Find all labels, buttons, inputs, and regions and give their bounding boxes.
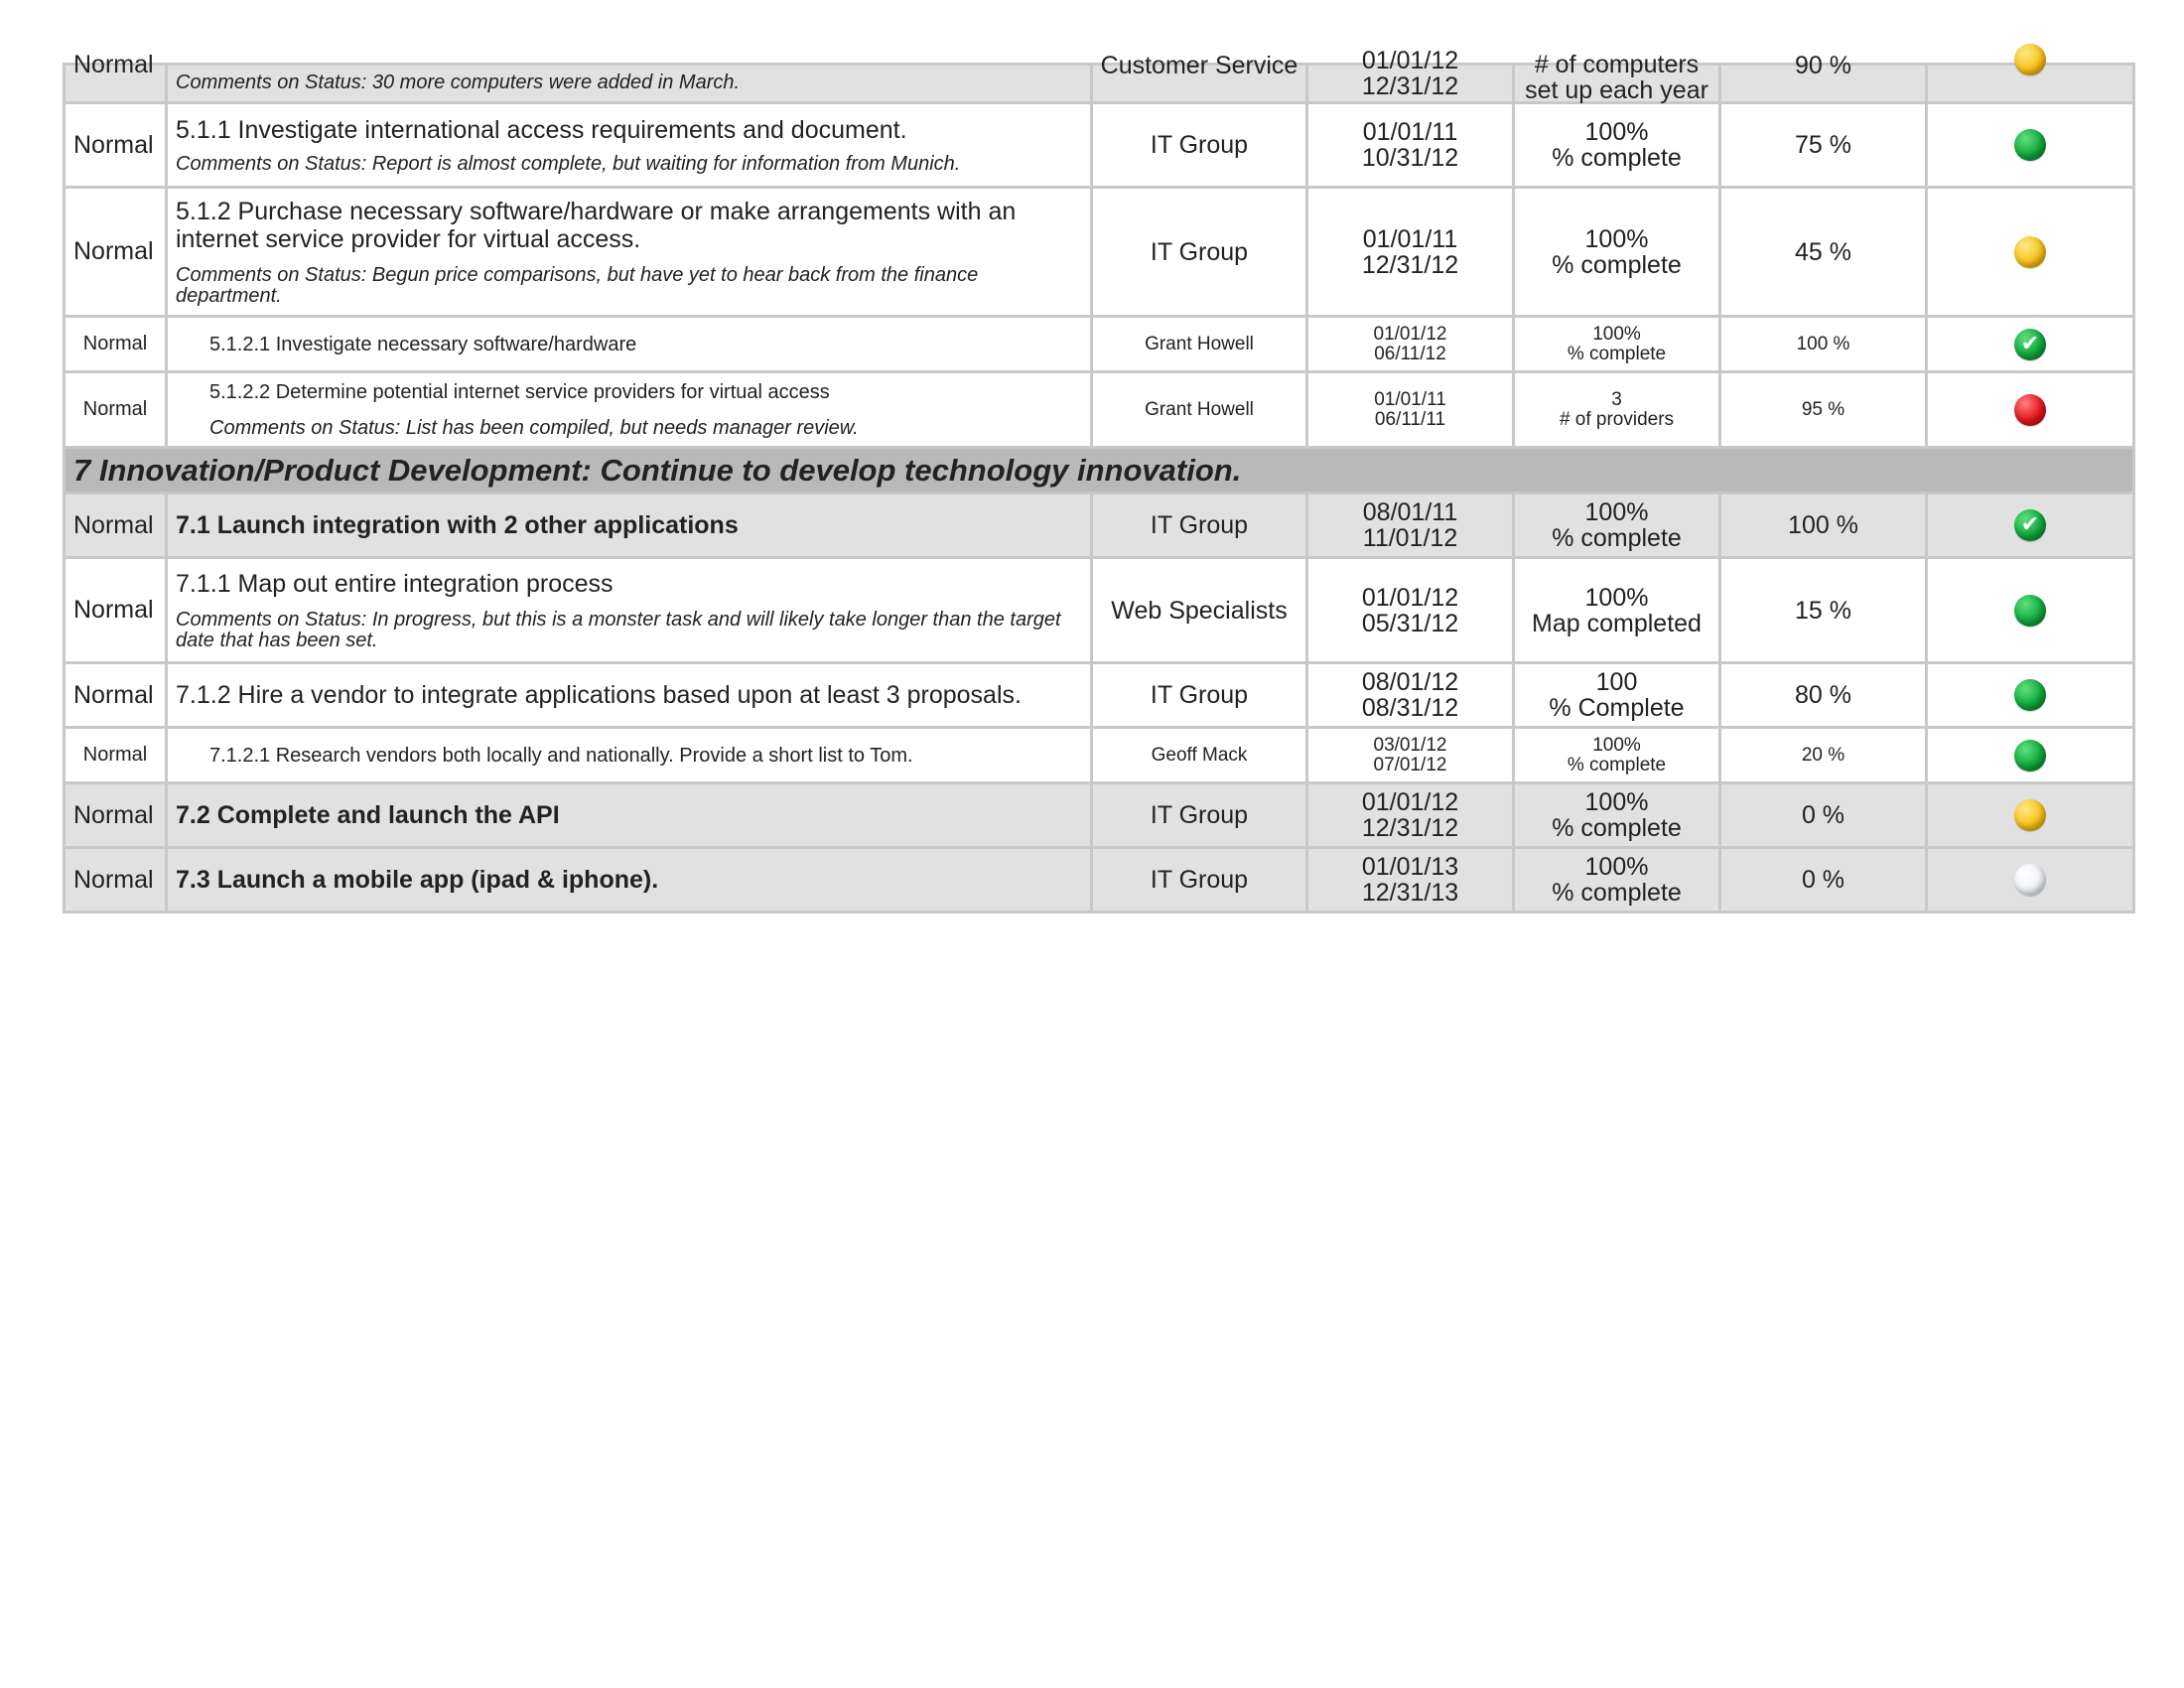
measure-cell <box>1514 103 1720 188</box>
task-cell <box>167 103 1092 188</box>
table-row <box>65 783 2134 848</box>
owner-cell: IT Group <box>1092 783 1307 848</box>
measure-unit: % complete <box>1552 524 1682 552</box>
status-cell <box>1927 188 2134 317</box>
status-complete-check-icon <box>2014 329 2046 360</box>
dates-cell <box>1307 783 1514 848</box>
status-cell <box>1927 728 2134 783</box>
measure-unit: Map completed <box>1532 609 1702 637</box>
measure-unit: % complete <box>1552 250 1682 279</box>
measure-value: 100% <box>1592 734 1641 756</box>
status-green-icon <box>2014 129 2046 161</box>
date-start: 01/01/11 <box>1362 118 1458 146</box>
owner-cell: Grant Howell <box>1092 317 1307 372</box>
progress-cell: 80 % <box>1720 663 1927 728</box>
status-report-table <box>63 47 2135 914</box>
priority-cell: Normal <box>65 848 167 913</box>
measure-value: 100% <box>1584 788 1649 816</box>
priority-cell: Normal <box>65 103 167 188</box>
measure-unit: % complete <box>1567 754 1667 775</box>
priority-cell: Normal <box>65 317 167 372</box>
dates-cell <box>1307 47 1514 103</box>
progress-cell: 100 % <box>1720 493 1927 558</box>
status-green-icon <box>2014 740 2046 772</box>
task-cell <box>167 372 1092 448</box>
measure-cell <box>1514 663 1720 728</box>
status-cell <box>1927 663 2134 728</box>
measure-cell <box>1514 558 1720 663</box>
measure-cell <box>1514 783 1720 848</box>
progress-cell: 45 % <box>1720 188 1927 317</box>
measure-value: 100% <box>1584 583 1649 612</box>
task-cell <box>167 663 1092 728</box>
dates-cell <box>1307 663 1514 728</box>
progress-cell: 75 % <box>1720 103 1927 188</box>
owner-cell: Grant Howell <box>1092 372 1307 448</box>
status-comment: Comments on Status: List has been compiled, but needs manager review. <box>209 417 859 439</box>
measure-value: 100% <box>1592 323 1641 345</box>
task-title: 7.2 Complete and launch the API <box>176 801 560 829</box>
status-green-icon <box>2014 679 2046 711</box>
date-end: 08/31/12 <box>1361 694 1459 722</box>
table-row <box>65 558 2134 663</box>
date-start: 01/01/12 <box>1361 583 1459 612</box>
table-row <box>65 103 2134 188</box>
table-row <box>65 188 2134 317</box>
owner-cell: IT Group <box>1092 493 1307 558</box>
priority-cell: Normal <box>65 372 167 448</box>
status-cell <box>1927 317 2134 372</box>
measure-value: 100% <box>1584 224 1649 253</box>
section-title: 7 Innovation/Product Development: Continue to develop technology innovation. <box>65 448 2134 493</box>
task-title: 5.1.2.2 Determine potential internet service providers for virtual access <box>209 381 830 403</box>
measure-cell <box>1514 51 1720 104</box>
date-start: 01/01/11 <box>1362 224 1458 253</box>
task-title: 7.1.1 Map out entire integration process <box>176 569 614 598</box>
dates-cell <box>1307 728 1514 783</box>
priority-cell <box>65 51 167 103</box>
date-start: 01/01/12 <box>1361 788 1459 816</box>
owner-cell: IT Group <box>1092 848 1307 913</box>
date-start: 01/01/12 <box>1361 47 1459 74</box>
dates-cell <box>1307 188 1514 317</box>
owner-cell: Geoff Mack <box>1092 728 1307 783</box>
progress-cell: 20 % <box>1720 728 1927 783</box>
measure-unit: % Complete <box>1549 694 1685 722</box>
date-end: 12/31/12 <box>1361 814 1459 842</box>
status-cell <box>1927 783 2134 848</box>
table-row <box>65 317 2134 372</box>
date-end: 06/11/12 <box>1374 343 1446 364</box>
dates-cell <box>1307 848 1514 913</box>
table-row <box>65 663 2134 728</box>
status-comment: Comments on Status: 30 more computers were added in March. <box>176 71 741 93</box>
date-end: 12/31/12 <box>1361 72 1459 100</box>
priority-cell: Normal <box>65 728 167 783</box>
table-row <box>65 493 2134 558</box>
status-comment: Comments on Status: Begun price comparisons, but have yet to hear back from the finance department. <box>176 263 979 307</box>
table-row <box>65 848 2134 913</box>
task-cell <box>167 317 1092 372</box>
date-start: 01/01/11 <box>1374 388 1446 410</box>
measure-value: # of computers <box>1534 51 1700 78</box>
measure-cell <box>1514 317 1720 372</box>
date-end: 06/11/11 <box>1374 408 1446 430</box>
measure-value: 100% <box>1584 118 1649 146</box>
table-row <box>65 372 2134 448</box>
progress-text: 90 % <box>1795 52 1851 79</box>
owner-cell <box>1092 52 1307 103</box>
owner-text: Customer Service <box>1100 52 1298 79</box>
measure-unit: % complete <box>1567 343 1667 364</box>
task-cell <box>167 783 1092 848</box>
date-end: 07/01/12 <box>1373 754 1447 775</box>
dates-cell <box>1307 558 1514 663</box>
task-title: 7.1 Launch integration with 2 other applications <box>176 511 739 539</box>
progress-cell: 0 % <box>1720 783 1927 848</box>
section-header-row <box>65 448 2134 493</box>
owner-cell: IT Group <box>1092 663 1307 728</box>
status-yellow-icon <box>2014 236 2046 268</box>
date-end: 12/31/13 <box>1361 879 1459 907</box>
date-end: 10/31/12 <box>1361 144 1459 172</box>
status-comment: Comments on Status: In progress, but this is a monster task and will likely take longer than the target date that has been set. <box>176 608 1061 651</box>
task-cell <box>167 493 1092 558</box>
status-comment: Comments on Status: Report is almost complete, but waiting for information from Munich. <box>176 152 961 175</box>
date-start: 03/01/12 <box>1373 734 1447 756</box>
dates-cell <box>1307 493 1514 558</box>
measure-cell <box>1514 848 1720 913</box>
measure-value: 100% <box>1584 498 1649 526</box>
status-yellow-icon <box>2014 44 2046 75</box>
measure-unit: # of providers <box>1559 408 1675 430</box>
status-complete-check-icon <box>2014 509 2046 541</box>
measure-unit: % complete <box>1552 879 1682 907</box>
task-title: 5.1.2.1 Investigate necessary software/hardware <box>209 333 637 355</box>
date-end: 12/31/12 <box>1361 250 1459 279</box>
measure-cell <box>1514 372 1720 448</box>
progress-cell: 0 % <box>1720 848 1927 913</box>
status-yellow-icon <box>2014 799 2046 831</box>
status-red-icon <box>2014 394 2046 426</box>
progress-cell: 95 % <box>1720 372 1927 448</box>
measure-cell <box>1514 493 1720 558</box>
dates-cell <box>1307 372 1514 448</box>
measure-cell <box>1514 188 1720 317</box>
dates-cell <box>1307 103 1514 188</box>
priority-cell: Normal <box>65 783 167 848</box>
status-cell <box>1927 65 2134 103</box>
table-row <box>65 728 2134 783</box>
task-title: 7.1.2.1 Research vendors both locally and nationally. Provide a short list to Tom. <box>209 744 913 767</box>
date-end: 11/01/12 <box>1362 524 1458 552</box>
status-green-icon <box>2014 595 2046 627</box>
owner-cell: IT Group <box>1092 103 1307 188</box>
task-cell <box>167 65 1092 103</box>
table-row-partial <box>65 65 2134 103</box>
status-cell <box>1927 103 2134 188</box>
date-end: 05/31/12 <box>1361 609 1459 637</box>
progress-cell: 15 % <box>1720 558 1927 663</box>
status-cell <box>1927 493 2134 558</box>
task-cell <box>167 728 1092 783</box>
measure-unit: % complete <box>1552 814 1682 842</box>
priority-cell: Normal <box>65 558 167 663</box>
date-start: 01/01/12 <box>1373 323 1447 345</box>
measure-value: 3 <box>1611 388 1622 410</box>
measure-value: 100 <box>1595 668 1638 696</box>
task-title: 5.1.1 Investigate international access requirements and document. <box>176 115 907 144</box>
date-start: 08/01/12 <box>1361 668 1459 696</box>
status-cell <box>1927 372 2134 448</box>
measure-unit: set up each year <box>1525 76 1708 104</box>
priority-cell: Normal <box>65 188 167 317</box>
measure-value: 100% <box>1584 853 1649 881</box>
task-title: 5.1.2 Purchase necessary software/hardware or make arrangements with an internet service provider for virtual access. <box>176 197 1017 253</box>
status-cell <box>1927 558 2134 663</box>
task-title: 7.3 Launch a mobile app (ipad & iphone). <box>176 866 659 894</box>
progress-cell: 100 % <box>1720 317 1927 372</box>
task-title: 7.1.2 Hire a vendor to integrate applications based upon at least 3 proposals. <box>176 681 1022 709</box>
task-cell <box>167 848 1092 913</box>
date-start: 08/01/11 <box>1362 498 1458 526</box>
owner-cell: IT Group <box>1092 188 1307 317</box>
priority-text: Normal <box>73 51 154 78</box>
owner-cell: Web Specialists <box>1092 558 1307 663</box>
task-cell <box>167 188 1092 317</box>
progress-cell <box>1720 52 1927 103</box>
measure-unit: % complete <box>1552 144 1682 172</box>
status-not-started-icon <box>2014 864 2046 896</box>
priority-cell: Normal <box>65 663 167 728</box>
status-cell <box>1927 848 2134 913</box>
priority-cell: Normal <box>65 493 167 558</box>
date-start: 01/01/13 <box>1361 853 1459 881</box>
measure-cell <box>1514 728 1720 783</box>
dates-cell <box>1307 317 1514 372</box>
task-cell <box>167 558 1092 663</box>
